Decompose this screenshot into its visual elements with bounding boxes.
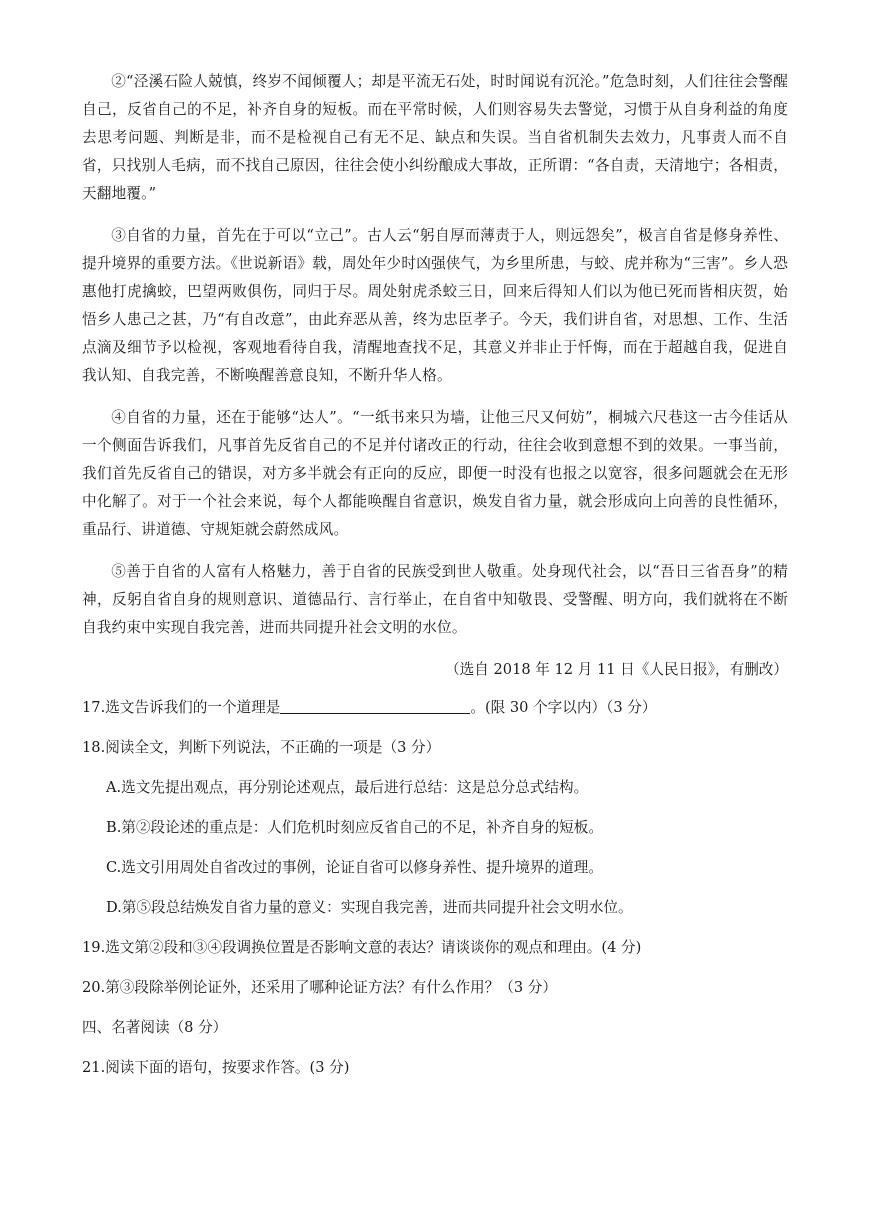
option-c: C.选文引用周处自省改过的事例，论证自省可以修身养性、提升境界的道理。 — [106, 859, 603, 876]
source-citation: （选自 2018 年 12 月 11 日《人民日报》，有删改） — [445, 661, 788, 678]
question-21: 21.阅读下面的语句，按要求作答。(3 分) — [82, 1059, 350, 1076]
question-17-text: 17.选文告诉我们的一个道理是 — [82, 699, 281, 716]
option-d: D.第⑤段总结焕发自省力量的意义：实现自我完善，进而共同提升社会文明水位。 — [106, 899, 633, 916]
question-17 — [82, 694, 788, 722]
paragraph-4: ④自省的力量，还在于能够“达人”。“一纸书来只为墙，让他三尺又何妨”，桐城六尺巷这一古今佳话从一个侧面告诉我们，凡事首先反省自己的不足并付诸改正的行动，往往会收到意想不到的效果。一事当前，我们首先反省自己的错误，对方多半就会有正向的反应，即便一时没有也报之以宽容，很多问题就会在无形中化解了。对于一个社会来说，每个人都能唤醒自省意识，焕发自省力量，就会形成向上向善的良性循环，重品行、讲道德、守规矩就会蔚然成风。 — [82, 409, 788, 538]
question-17-limit: 。(限 30 个字以内）（3 分） — [470, 699, 657, 716]
paragraph-5: ⑤善于自省的人富有人格魅力，善于自省的民族受到世人敬重。处身现代社会，以“吾日三省吾身”的精神，反躬自省自身的规则意识、道德品行、言行举止，在自省中知敬畏、受警醒、明方向，我们就将在不断自我约束中实现自我完善，进而共同提升社会文明的水位。 — [82, 563, 788, 636]
section-heading: 四、名著阅读（8 分） — [82, 1019, 228, 1036]
option-b: B.第②段论述的重点是：人们危机时刻应反省自己的不足，补齐自身的短板。 — [106, 819, 603, 836]
answer-blank[interactable] — [280, 697, 470, 714]
option-a: A.选文先提出观点，再分别论述观点，最后进行总结：这是总分总式结构。 — [106, 779, 589, 796]
paragraph-2: ②“泾溪石险人兢慎，终岁不闻倾覆人；却是平流无石处，时时闻说有沉沦。”危急时刻，人们往往会警醒自己，反省自己的不足，补齐自身的短板。而在平常时候，人们则容易失去警觉，习惯于从自身利益的角度去思考问题、判断是非，而不是检视自己有无不足、缺点和失误。当自省机制失去效力，凡事责人而不自省，只找别人毛病，而不找自己原因，往往会使小纠纷酿成大事故，正所谓：“各自责，天清地宁；各相责，天翻地覆。” — [82, 73, 788, 202]
question-18: 18.阅读全文，判断下列说法，不正确的一项是（3 分） — [82, 739, 441, 756]
exam-page — [82, 68, 788, 1094]
paragraph-3: ③自省的力量，首先在于可以“立己”。古人云“躬自厚而薄责于人，则远怨矣”，极言自省是修身养性、提升境界的重要方法。《世说新语》载，周处年少时凶强侠气，为乡里所患，与蛟、虎并称为“三害”。乡人恐惠他打虎擒蛟，巴望两败俱伤，同归于尽。周处射虎杀蛟三日，回来后得知人们以为他已死而皆相庆贺，始悟乡人患己之甚，乃“有自改意”，由此弃恶从善，终为忠臣孝子。今天，我们讲自省，对思想、工作、生活点滴及细节予以检视，客观地看待自我，清醒地查找不足，其意义并非止于忏悔，而在于超越自我，促进自我认知、自我完善，不断唤醒善意良知，不断升华人格。 — [82, 227, 788, 384]
question-20: 20.第③段除举例论证外，还采用了哪种论证方法？有什么作用？（3 分） — [82, 979, 557, 996]
question-19: 19.选文第②段和③④段调换位置是否影响文意的表达？请谈谈你的观点和理由。(4 分) — [82, 939, 642, 956]
